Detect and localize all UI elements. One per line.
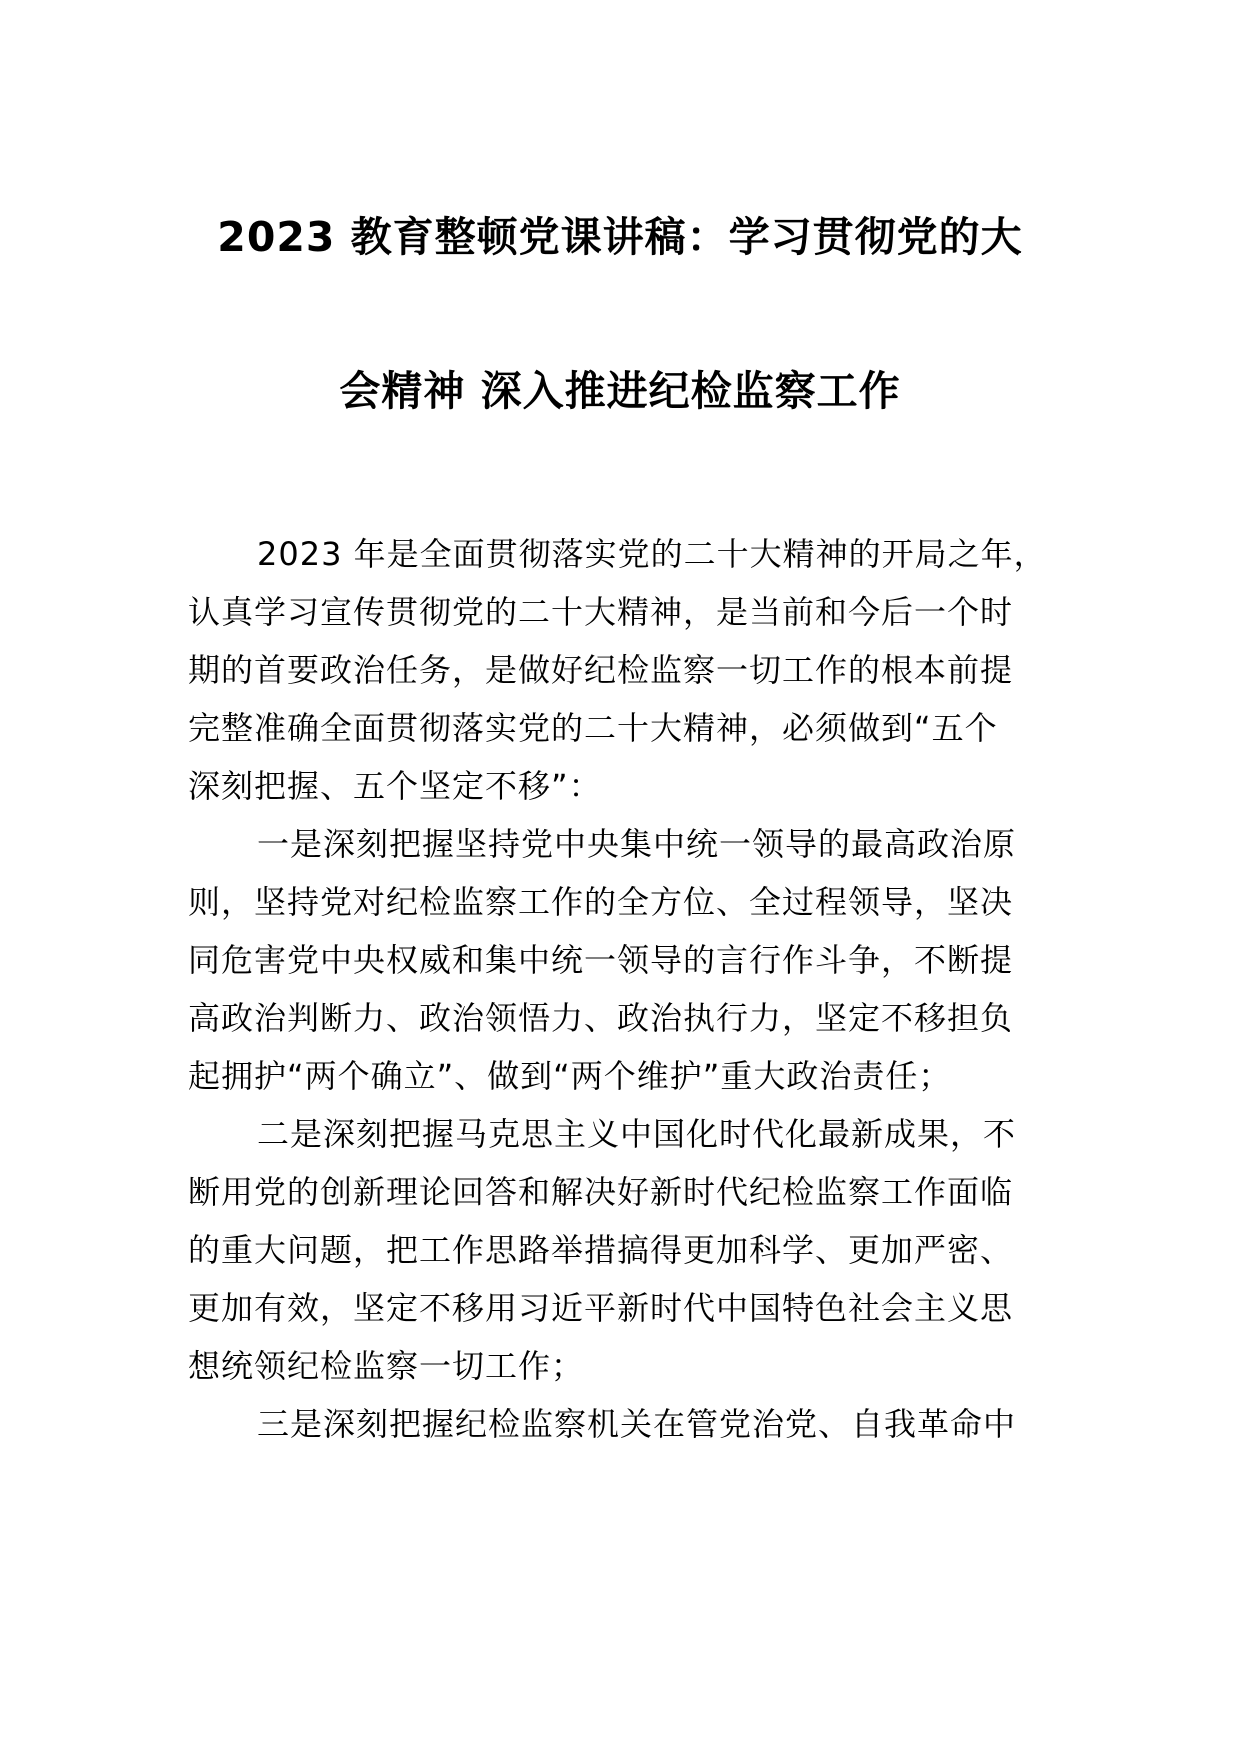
paragraph-2-line-4: 高政治判断力、政治领悟力、政治执行力，坚定不移担负 [188, 999, 1014, 1037]
paragraph-2-line-1: 一是深刻把握坚持党中央集中统一领导的最高政治原 [257, 825, 1017, 863]
paragraph-1-line-4: 完整准确全面贯彻落实党的二十大精神，必须做到“五个 [188, 709, 998, 747]
paragraph-1-line-5: 深刻把握、五个坚定不移”： [188, 767, 602, 805]
document-title-line-2: 会精神 深入推进纪检监察工作 [339, 367, 901, 415]
paragraph-3-line-2: 断用党的创新理论回答和解决好新时代纪检监察工作面临 [188, 1173, 1014, 1211]
paragraph-2-line-3: 同危害党中央权威和集中统一领导的言行作斗争，不断提 [188, 941, 1014, 979]
paragraph-2-line-2: 则，坚持党对纪检监察工作的全方位、全过程领导，坚决 [188, 883, 1014, 921]
document-title-line-1: 2023 教育整顿党课讲稿：学习贯彻党的大 [217, 213, 1023, 261]
paragraph-3-line-1: 二是深刻把握马克思主义中国化时代化最新成果，不 [257, 1115, 1017, 1153]
paragraph-3-line-3: 的重大问题，把工作思路举措搞得更加科学、更加严密、 [188, 1231, 1014, 1269]
paragraph-3-line-5: 想统领纪检监察一切工作； [188, 1347, 585, 1385]
paragraph-4-line-1: 三是深刻把握纪检监察机关在管党治党、自我革命中 [257, 1405, 1017, 1443]
paragraph-2-line-5: 起拥护“两个确立”、做到“两个维护”重大政治责任； [188, 1057, 952, 1095]
paragraph-1-line-2: 认真学习宣传贯彻党的二十大精神，是当前和今后一个时 [188, 593, 1014, 631]
paragraph-1-line-1: 2023 年是全面贯彻落实党的二十大精神的开局之年， [257, 535, 1047, 573]
paragraph-1-line-3: 期的首要政治任务，是做好纪检监察一切工作的根本前提 [188, 651, 1014, 689]
paragraph-3-line-4: 更加有效，坚定不移用习近平新时代中国特色社会主义思 [188, 1289, 1014, 1327]
